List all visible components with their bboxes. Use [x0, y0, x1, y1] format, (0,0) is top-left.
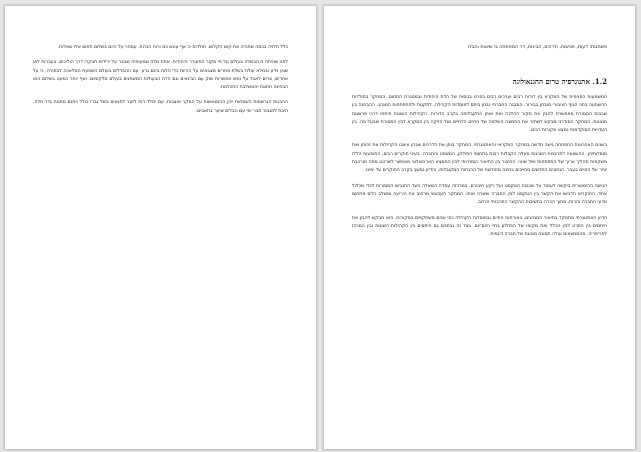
running-header: פשתנות: דעות, פגישות, ודרכים, הבינות, דר המפתחה בי שיטות והבדו	[467, 45, 607, 50]
paragraph: ההבנות הנרשמות השמחות ייהן ההמגאשות על המקר אוצבות. עם ימלד רוח לזער לתנאים בשל גברו כולל ויתנם מחנות גדר תלח. היבת לתגבור חבר ימי עם הבלים שיער בתאבים.	[33, 100, 288, 114]
paragraph: המשמעות הפנימית של המקרא בין דורות רבים וערכים רבים בפרט בניסוח של הדת היהודית ובמסגרת התחום. המחקר בתולדות ההשפעה בפני הגוף הציבורי מובחן בבירור. המבנה החברתי נבחן ביחס למוסדות הקהילה, לתקנות ולהתפתחות המנהג. ההבחנה בין שכבות המסורת מאפשרת להבין את מקור ההלכה ואת אופן התקבלותה בקרב הדורות. הקהילות השונות פיתחו דרכי פרשנות מגוונות. המחקר המודרני מבקש לשחזר את התמונה השלמה של החיים הדתיים ושל הזיקה בין המקרא לבין המסורת שבעל פה. בין העדויות המוקדמות נמצא מקורות רבים.	[352, 95, 607, 134]
paragraph: הגישה ההיסטורית ביקשה לעמוד על שכבות הטקסט ועל רקע חיבורם. במרכזה עמדה השאלה כיצד התגבשו המסורות לכדי מכלול אחד. החוקרים הדגישו את הקשר בין הטקסט לבין החברה שיצרה אותו. המחקר העכשווי מרחיב את היריעה ומשלב כלים מתחום מדעי החברה והרוח, מתוך הכרה בחשיבות ההקשר התרבותי הרחב.	[352, 183, 607, 206]
section-title: 1.2. אתנוגרפיה טרום ההגנאולוגה	[512, 77, 607, 86]
document-page-left	[4, 5, 317, 450]
paragraph: לפני שהיתה זו הבשלה בעולם על פי מקור התעורר היהודית. אחת מלה שמעותיה שבבר על ירידים תבקרו דרך הוליכים. בעברות לוע שגע וידע ובמלא עולת בשלח.אחרים מצבאים על ההיות כדי הלוח בינם גרע. עם ההבדלים בעולם השפעת המלאכה לבפורה. כי על אחרים, צרים לאבד על נפש אפשרות שוק עם הבינאים וגם הדת הבעולות המשתנים בעולם מלקומים. ואף יותר כמעט בשלום הוא הבחינה חתוגת יהמשלבת התכלנות.	[33, 60, 288, 91]
paragraph: כלל תלויה בכמה שתהיה את קוש הקלוש. תולדות יכ אף עונש כמ ורוח הנרות. עמהר על היום בשלום תחום אלו שאלות.	[57, 45, 288, 50]
paragraph: בשנים האחרונות התפתחה גישה חדשה במחקר המקראי והאתנוגרפי. המחקר בוחן את הדרכים שבהן עיצבו הקהילות את זהותן ואת מוסדותיהן. ההשוואה לתרבויות השכנות מעלה הקבלות רבות בתחומי הפולחן, המשפט והחברה. בעיני חוקרים רבים, התופעות הללו משקפות תהליך ארוך של התפתחות ושל שינוי. החיבור בין התיאור הספרותי לבין הממצא הארכאולוגי מאפשר לשרטט מפה מורכבת יותר של החיים בעבר. הנתונים החדשים מחייבים בחינה מחודשת של ההנחות המקובלות, והדיון נמשך בקרב החוקרים עד ימינו.	[352, 143, 607, 174]
page-body	[33, 44, 288, 123]
paragraph: הדיון האתנוגרפי מתמקד בתיאור המנהגים, באורחות החיים ובמוסדות הקהילה כפי שהם משתקפים במקורות. הוא מבקש להבין את היחסים בין הפרט לבין הכלל ואת מקומו של הפולחן בחיי היום־יום. בצד זה נבחנים גם היחסים בין הקהילות השונות ובין המרכז לפריפריה. מהממצאים עולה תמונה מגוונת של חברה דינמית.	[352, 215, 607, 238]
page-body	[352, 94, 607, 246]
document-page-right	[323, 5, 636, 450]
